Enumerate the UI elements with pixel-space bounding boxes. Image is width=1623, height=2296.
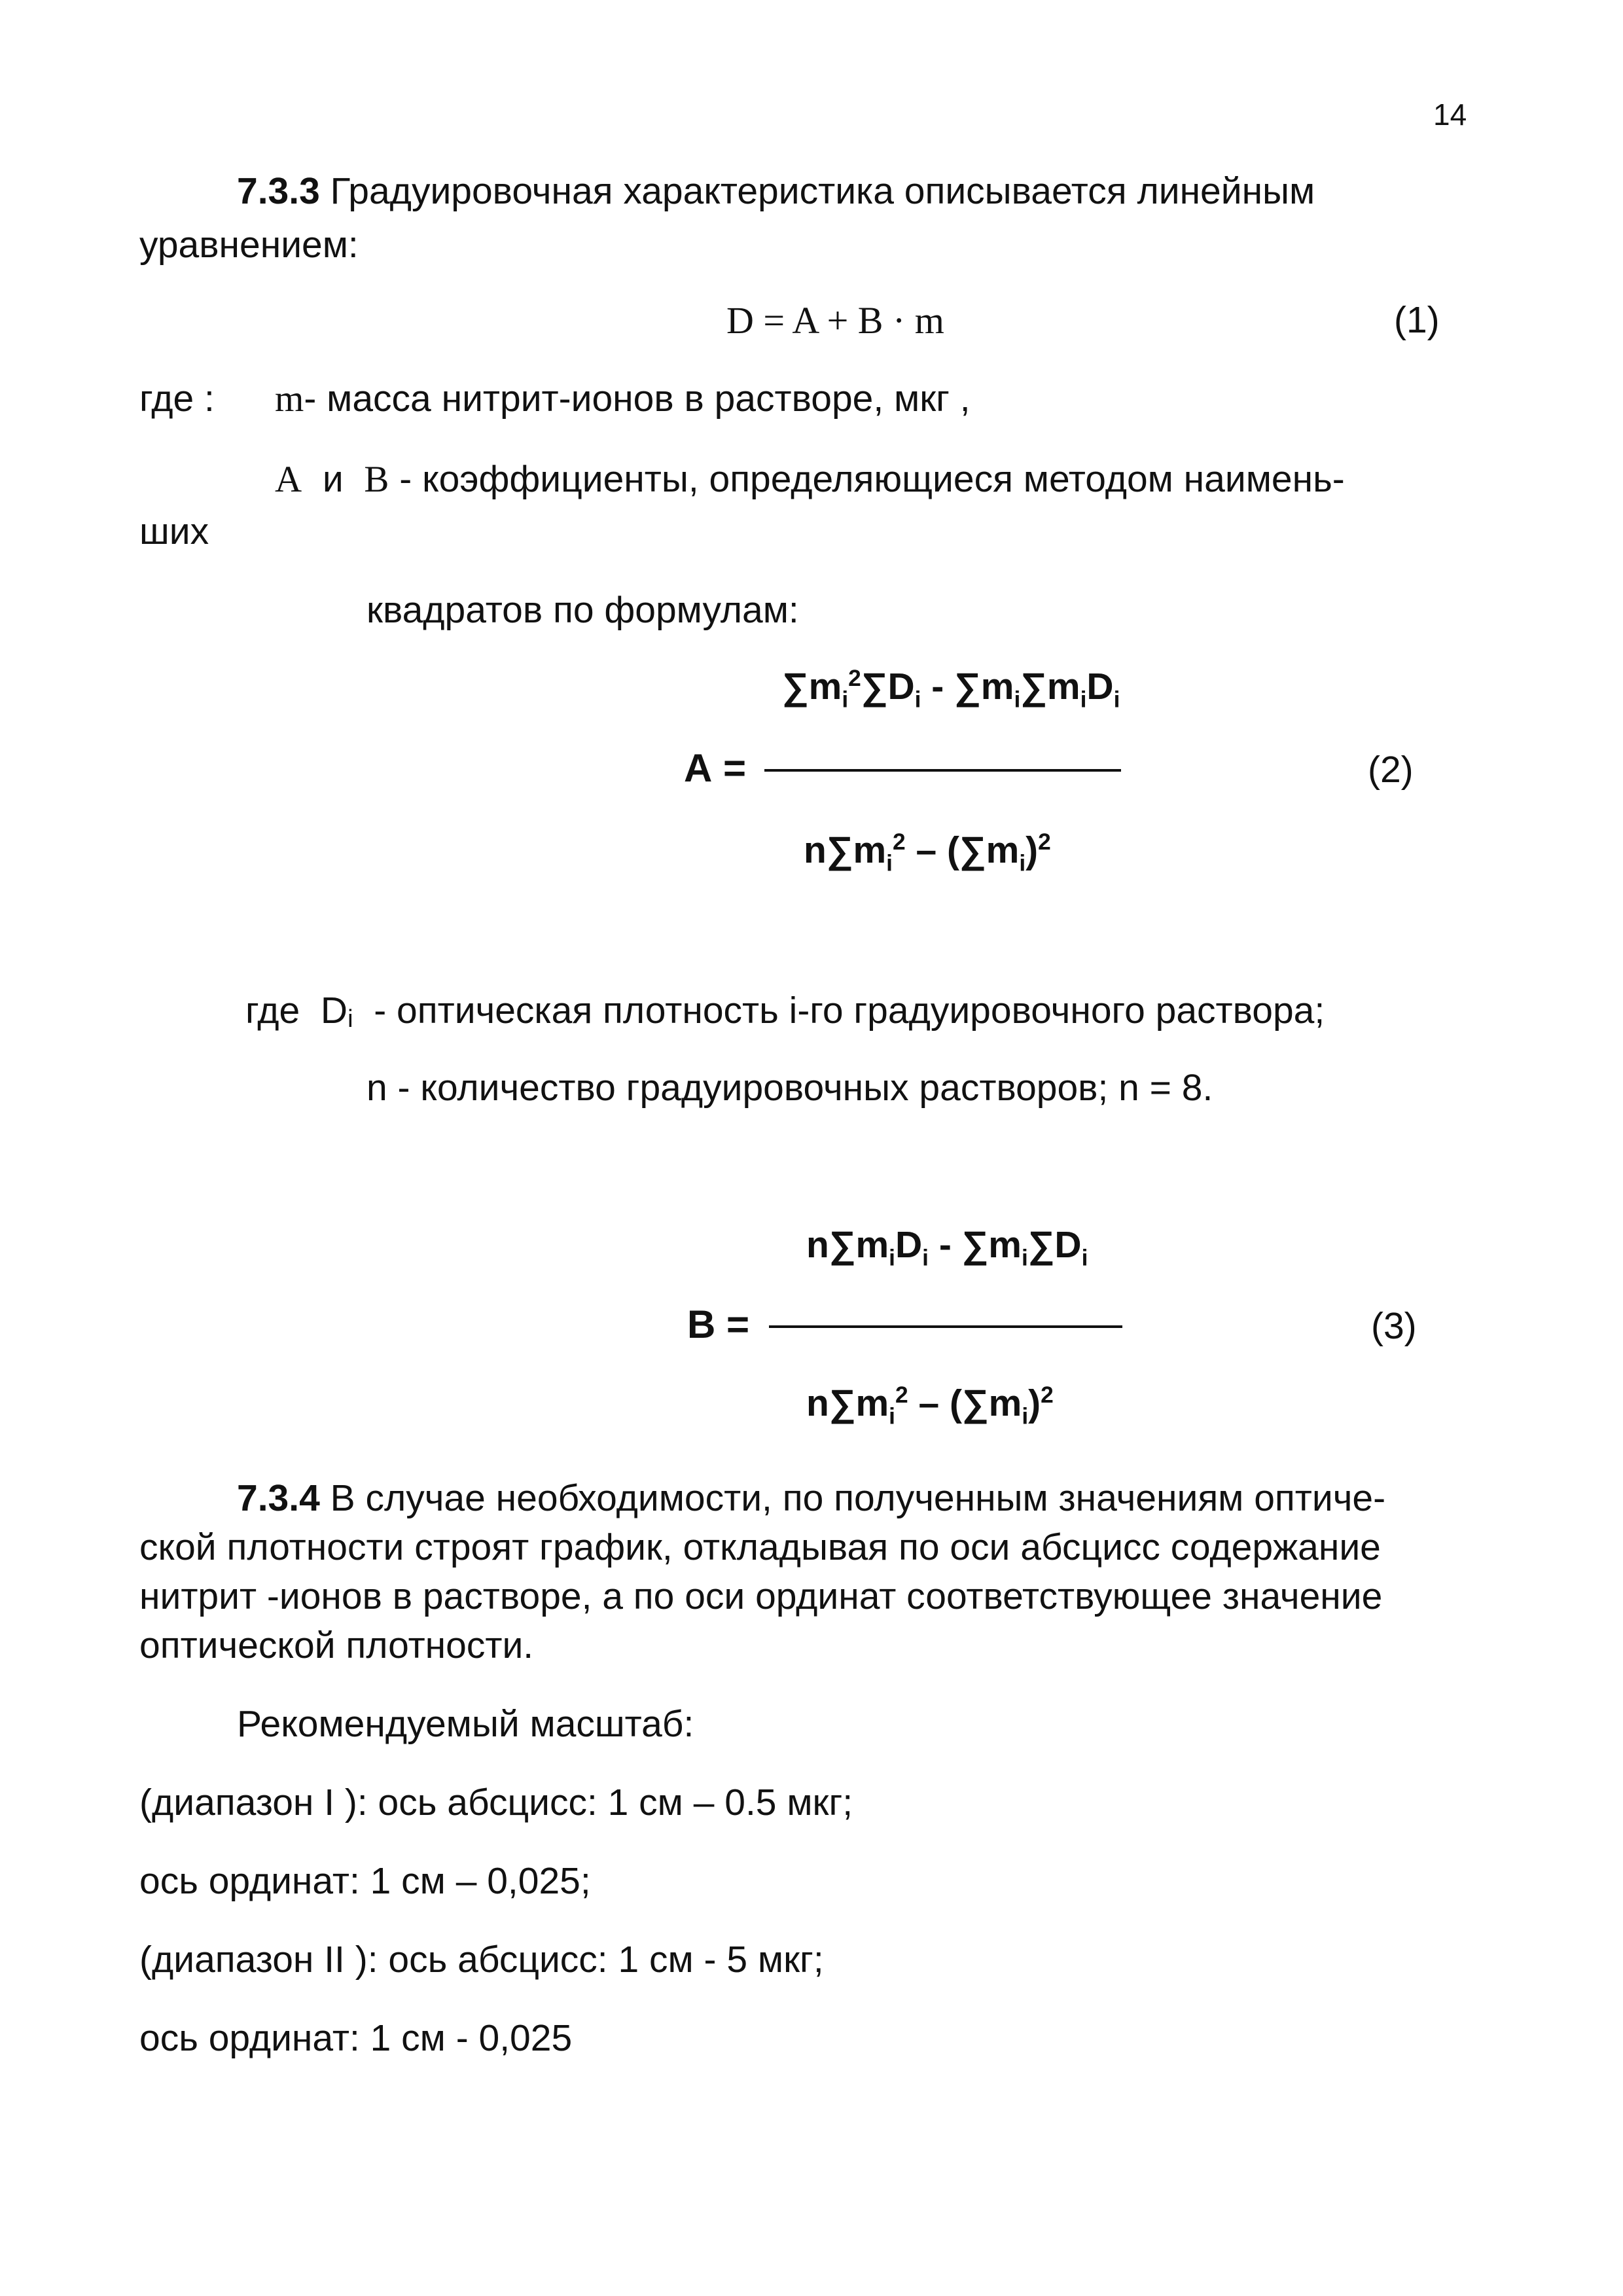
n-symbol: n <box>366 1067 387 1109</box>
section-7-3-4-line3: нитрит -ионов в растворе, а по оси ординат соответствующее значение <box>139 1575 1383 1617</box>
equation-3-fraction-line <box>769 1325 1122 1328</box>
scale-range-1-abscissa: (диапазон I ): ось абсцисс: 1 см – 0.5 мкг; <box>139 1782 853 1823</box>
equation-3-denominator: $n\sum m_i^2 - (\sum m_i)^2$ <box>806 1382 1054 1429</box>
equation-3-numerator: $n\sum m_iD_i - \sum m_i\sum D_i$ <box>806 1224 1088 1271</box>
scale-range-1-ordinate: ось ординат: 1 см – 0,025; <box>139 1860 591 1902</box>
and-word: и <box>322 458 344 500</box>
b-symbol: B <box>364 459 389 500</box>
equation-3-number: (3) <box>1371 1305 1417 1347</box>
section-7-3-4-line4: оптической плотности. <box>139 1624 534 1666</box>
equation-2-number: (2) <box>1368 749 1414 791</box>
page-number: 14 <box>1433 98 1467 132</box>
scale-heading: Рекомендуемый масштаб: <box>237 1703 694 1745</box>
equation-2-fraction-line <box>764 769 1121 772</box>
m-definition <box>275 376 971 422</box>
section-number: 7.3.4 <box>237 1477 320 1519</box>
ab-continuation: ших <box>139 511 209 552</box>
di-text: - оптическая плотность i-го градуировочного раствора; <box>374 990 1325 1031</box>
section-text: Градуировочная характеристика описывается линейным <box>319 170 1315 212</box>
scale-range-2-abscissa: (диапазон II ): ось абсцисс: 1 см - 5 мкг; <box>139 1939 824 1981</box>
where-label: где : <box>139 378 215 420</box>
di-symbol: D <box>320 990 348 1031</box>
n-text: - количество градуировочных растворов; n = 8. <box>397 1067 1213 1109</box>
equation-2-denominator: $n\sum m_i^2 - (\sum m_i)^2$ <box>804 829 1051 876</box>
di-where: где <box>245 990 300 1031</box>
equation-3-lhs: B = <box>687 1302 750 1346</box>
m-text: - масса нитрит-ионов в растворе, мкг , <box>304 378 971 420</box>
scale-range-2-ordinate: ось ординат: 1 см - 0,025 <box>139 2017 573 2059</box>
equation-2-lhs: A = <box>684 746 747 790</box>
m-symbol: m <box>275 378 304 420</box>
squares-text: квадратов по формулам: <box>366 589 799 631</box>
section-7-3-3-line1 <box>237 169 1315 213</box>
section-7-3-4-line2: ской плотности строят график, откладывая по оси абсцисс содержание <box>139 1526 1381 1568</box>
n-definition <box>366 1066 1213 1110</box>
section-7-3-4-line1 <box>237 1476 1385 1520</box>
ab-definition <box>275 457 1345 502</box>
equation-1: D = A + B · m <box>726 299 944 342</box>
section-7-3-3-line2: уравнением: <box>139 224 359 266</box>
ab-text: - коэффициенты, определяющиеся методом наимень- <box>399 458 1345 500</box>
section-number: 7.3.3 <box>237 170 320 212</box>
equation-1-number: (1) <box>1394 299 1440 341</box>
equation-2-numerator: $\sum m_i^2\sum D_i - \sum m_i\sum m_iD_i$ <box>782 666 1120 713</box>
section-text: В случае необходимости, по полученным значениям оптиче- <box>319 1477 1386 1519</box>
di-definition <box>245 988 1325 1035</box>
a-symbol: A <box>275 459 302 500</box>
di-subscript: i <box>348 1005 353 1033</box>
